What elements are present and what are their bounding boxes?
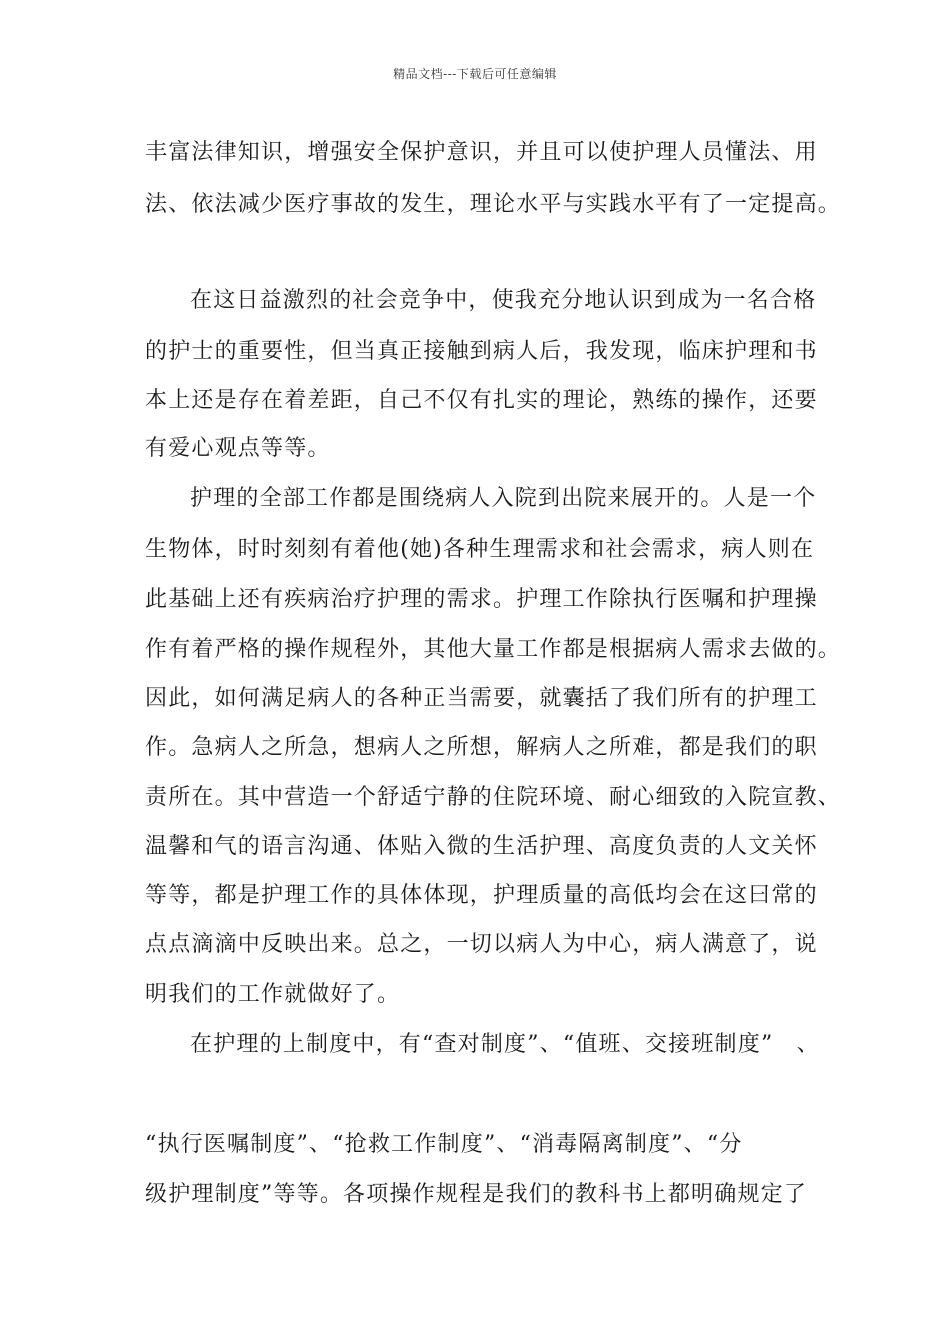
text-line: 丰富法律知识，增强安全保护意识，并且可以使护理人员懂法、用 — [145, 140, 818, 165]
text-line: 本上还是存在着差距，自己不仅有扎实的理论，熟练的操作，还要 — [145, 388, 818, 413]
text-line: 作有着严格的操作规程外，其他大量工作都是根据病人需求去做的。 — [145, 637, 842, 662]
text-line: 等等，都是护理工作的具体体现，护理质量的高低均会在这曰常的 — [145, 883, 818, 908]
paragraph-start-line: 在这日益激烈的社会竞争中，使我充分地认识到成为一名合格 — [190, 288, 817, 313]
text-line: 温馨和气的语言沟通、体贴入微的生活护理、高度负责的人文关怀 — [145, 834, 818, 859]
text-line: 生物体，时时刻刻有着他(她)各种生理需求和社会需求，病人则在 — [145, 537, 815, 562]
text-line: 明我们的工作就做好了。 — [145, 982, 401, 1007]
paragraph-start-line: 在护理的上制度中，有“查对制度”、“值班、交接班制度” 、 — [190, 1032, 820, 1057]
text-line: 责所在。其中营造一个舒适宁静的住院环境、耐心细致的入院宣教、 — [145, 785, 842, 810]
text-line: “执行医嘱制度”、“抢救工作制度”、“消毒隔离制度”、“分 — [145, 1132, 743, 1157]
text-line: 此基础上还有疾病治疗护理的需求。护理工作除执行医嘱和护理操 — [145, 587, 818, 612]
text-line: 点点滴滴中反映出来。总之，一切以病人为中心，病人满意了，说 — [145, 932, 818, 957]
text-line: 作。急病人之所急，想病人之所想，解病人之所难，都是我们的职 — [145, 735, 818, 760]
text-line: 有爱心观点等等。 — [145, 436, 331, 461]
text-line: 因此，如何满足病人的各种正当需要，就囊括了我们所有的护理工 — [145, 686, 818, 711]
text-line: 的护士的重要性，但当真正接触到病人后，我发现，临床护理和书 — [145, 339, 818, 364]
paragraph-start-line: 护理的全部工作都是围绕病人入院到出院来展开的。人是一个 — [190, 486, 817, 511]
text-line: 级护理制度”等等。各项操作规程是我们的教科书上都明确规定了 — [145, 1182, 808, 1207]
text-line: 法、依法减少医疗事故的发生，理论水平与实践水平有了一定提高。 — [145, 192, 842, 217]
page-header: 精品文档---下载后可任意编辑 — [393, 67, 557, 81]
